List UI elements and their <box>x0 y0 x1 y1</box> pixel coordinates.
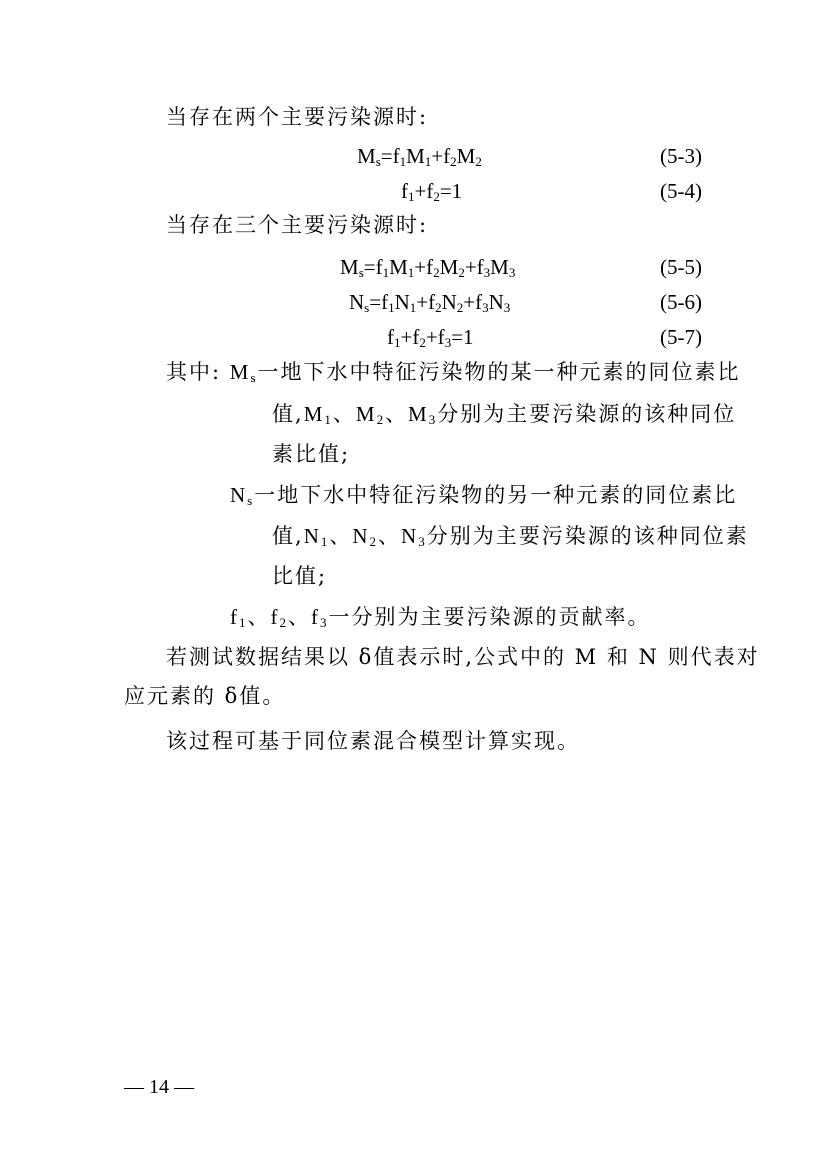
delta-note-line-1: 若测试数据结果以 δ值表示时,公式中的 M 和 N 则代表对 <box>166 645 760 669</box>
equation-number-5-4: (5-4) <box>660 179 702 203</box>
definition-f: $f_1$、$f_2$、$f_3$一分别为主要污染源的贡献率。 <box>230 605 651 630</box>
equation-5-5: $M_s=f_1M_1+f_2M_2+f_3M_3$ <box>340 255 516 280</box>
ns-definition-text: 一地下水中特征污染物的另一种元素的同位素比 <box>254 483 738 507</box>
ns-def-value-word: 值, <box>272 524 304 548</box>
intro-three-sources: 当存在三个主要污染源时: <box>166 213 429 237</box>
definition-ms-line-3: 素比值; <box>272 442 351 466</box>
equation-5-3: $M_s=f_1M_1+f_2M_2$ <box>357 144 482 169</box>
where-label: 其中: <box>166 360 222 384</box>
equation-number-5-7: (5-7) <box>660 325 702 349</box>
f-definition-text: 一分别为主要污染源的贡献率。 <box>328 605 651 629</box>
equation-5-4: $f_1+f_2=1$ <box>401 179 463 204</box>
equation-number-5-3: (5-3) <box>660 144 702 168</box>
definition-ms-line-2: 值$,M_1$、$M_2$、$M_3$分别为主要污染源的该种同位 <box>272 402 737 427</box>
definition-ns-line-3: 比值; <box>272 564 328 588</box>
definition-ms-line-1: 其中: $M_s$一地下水中特征污染物的某一种元素的同位素比 <box>166 360 741 385</box>
intro-two-sources: 当存在两个主要污染源时: <box>166 105 429 129</box>
equation-5-6: $N_s=f_1N_1+f_2N_2+f_3N_3$ <box>349 290 511 315</box>
ns-def-sources-text: 分别为主要污染源的该种同位素 <box>426 524 749 548</box>
page-number: — 14 — <box>124 1076 194 1098</box>
delta-note-line-2: 应元素的 δ值。 <box>124 684 286 708</box>
definition-ns-line-1: $N_s$一地下水中特征污染物的另一种元素的同位素比 <box>230 483 738 508</box>
equation-5-7: $f_1+f_2+f_3=1$ <box>387 325 474 350</box>
ms-definition-text: 一地下水中特征污染物的某一种元素的同位素比 <box>257 360 741 384</box>
equation-number-5-6: (5-6) <box>660 290 702 314</box>
equation-number-5-5: (5-5) <box>660 255 702 279</box>
ms-def-value-word: 值, <box>272 402 304 426</box>
definition-ns-line-2: 值$,N_1$、$N_2$、$N_3$分别为主要污染源的该种同位素 <box>272 524 749 549</box>
conclusion-paragraph: 该过程可基于同位素混合模型计算实现。 <box>166 729 580 753</box>
ms-def-sources-text: 分别为主要污染源的该种同位 <box>437 402 737 426</box>
